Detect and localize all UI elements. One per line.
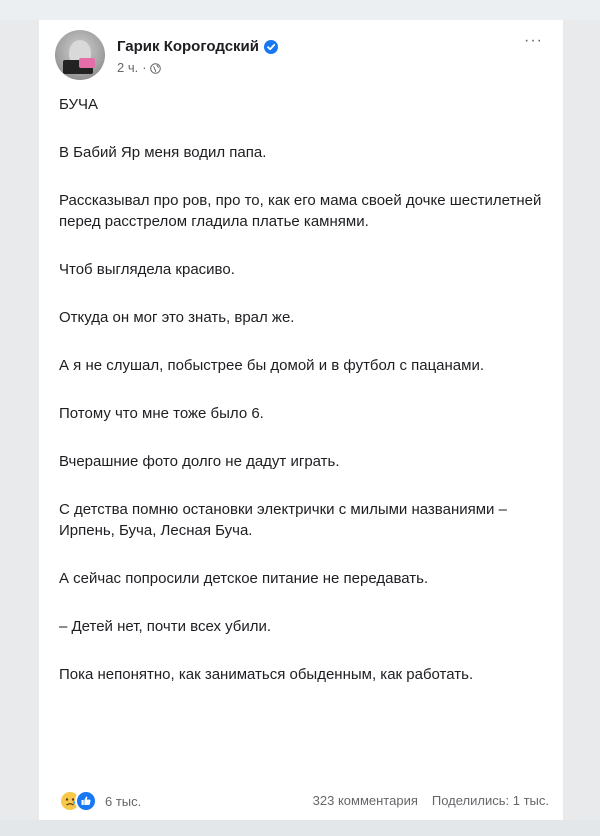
post-paragraph: А сейчас попросили детское питание не передавать. (59, 570, 429, 587)
shares-count-link[interactable]: Поделились: 1 тыс. (431, 793, 549, 808)
post-paragraph: Вчерашние фото долго не дадут играть. (59, 453, 340, 470)
meta-separator: · (142, 60, 147, 75)
post-paragraph: Чтоб выглядела красиво. (59, 261, 235, 278)
comments-count-link[interactable]: 323 комментария (312, 793, 418, 808)
more-options-icon[interactable]: ··· (524, 32, 543, 49)
avatar-sticker-pink (79, 58, 95, 68)
post-title: БУЧА (59, 96, 99, 113)
post-card (39, 20, 563, 820)
post-paragraph: Пока непонятно, как заниматься обыденным, как работать. (59, 666, 474, 683)
post-paragraph: – Детей нет, почти всех убили. (59, 618, 272, 635)
post-paragraph: Потому что мне тоже было 6. (59, 405, 264, 422)
screen-top-border (0, 0, 600, 20)
post-footer (59, 790, 549, 814)
globe-icon (150, 62, 161, 73)
like-reaction-icon (75, 790, 97, 812)
author-name[interactable]: Гарик Корогодский (117, 38, 259, 55)
reactions-count: 6 тыс. (105, 793, 142, 809)
post-paragraph: Рассказывал про ров, про то, как его мама своей дочке шестилетней перед расстрелом гладила платье камнями. (59, 192, 542, 230)
screen-bottom-border (0, 820, 600, 836)
post-meta (117, 60, 161, 75)
post-time[interactable]: 2 ч. (117, 60, 139, 75)
reactions-summary[interactable] (59, 790, 141, 812)
screen-left-border (0, 20, 39, 820)
screen-right-border (563, 20, 600, 820)
verified-badge-icon (264, 40, 278, 54)
post-header (55, 30, 547, 80)
engagement-stats (313, 793, 549, 808)
post-paragraph: С детства помню остановки электрички с милыми названиями – Ирпень, Буча, Лесная Буча. (59, 501, 507, 539)
author-avatar[interactable] (55, 30, 105, 80)
post-paragraph: Откуда он мог это знать, врал же. (59, 309, 295, 326)
post-paragraph: А я не слушал, побыстрее бы домой и в футбол с пацанами. (59, 357, 485, 374)
post-body (59, 94, 545, 712)
author-row (117, 38, 278, 55)
post-paragraph: В Бабий Яр меня водил папа. (59, 144, 267, 161)
